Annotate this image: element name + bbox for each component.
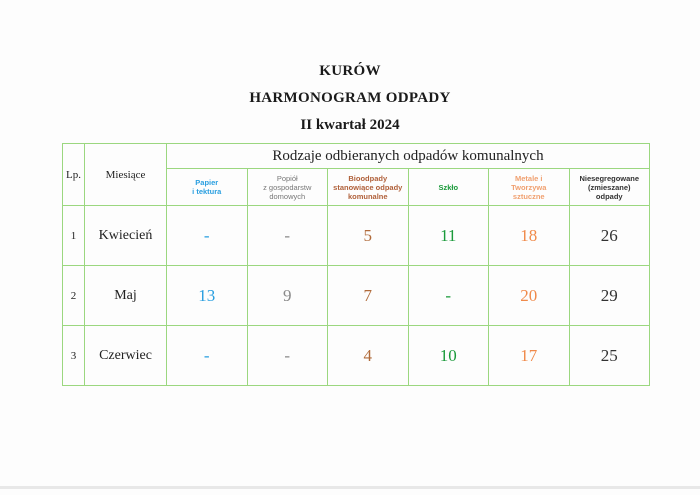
category-line: odpady bbox=[595, 191, 623, 201]
value-paper: - bbox=[167, 206, 248, 266]
value-paper: - bbox=[167, 326, 248, 386]
value-ash: - bbox=[247, 326, 328, 386]
category-line: Szkło bbox=[438, 182, 459, 192]
value-ash: - bbox=[247, 206, 328, 266]
category-line: Bioodpady bbox=[348, 173, 388, 183]
value-mixed: 25 bbox=[569, 326, 650, 386]
value-mixed: 26 bbox=[569, 206, 650, 266]
value-ash: 9 bbox=[247, 266, 328, 326]
category-bio bbox=[328, 169, 409, 206]
category-line: (zmieszane) bbox=[587, 182, 631, 192]
category-metal bbox=[489, 169, 570, 206]
title-schedule: HARMONOGRAM ODPADY bbox=[249, 90, 451, 106]
value-glass: 10 bbox=[408, 326, 489, 386]
title-quarter: II kwartał 2024 bbox=[300, 117, 400, 133]
category-line: domowych bbox=[269, 191, 306, 201]
category-ash bbox=[247, 169, 328, 206]
category-line: Metale i bbox=[514, 173, 543, 183]
category-mixed bbox=[569, 169, 650, 206]
row-number: 1 bbox=[63, 206, 85, 266]
value-bio: 7 bbox=[328, 266, 409, 326]
table-row bbox=[63, 206, 650, 266]
category-paper bbox=[167, 169, 248, 206]
header-month: Miesiące bbox=[85, 144, 167, 206]
value-paper: 13 bbox=[167, 266, 248, 326]
value-metal: 17 bbox=[489, 326, 570, 386]
table-row bbox=[63, 326, 650, 386]
category-line: sztuczne bbox=[512, 191, 545, 201]
category-line: z gospodarstw bbox=[263, 182, 312, 192]
row-month: Maj bbox=[85, 266, 167, 326]
page-edge-divider bbox=[0, 486, 700, 489]
category-line: stanowiące odpady bbox=[333, 182, 403, 192]
category-glass bbox=[408, 169, 489, 206]
row-number: 2 bbox=[63, 266, 85, 326]
table-row bbox=[63, 266, 650, 326]
row-month: Kwiecień bbox=[85, 206, 167, 266]
value-mixed: 29 bbox=[569, 266, 650, 326]
header-lp: Lp. bbox=[63, 144, 85, 206]
category-line: Niesegregowane bbox=[579, 173, 640, 183]
value-glass: 11 bbox=[408, 206, 489, 266]
category-line: i tektura bbox=[192, 187, 222, 196]
category-line: Papier bbox=[195, 178, 219, 187]
title-town: KURÓW bbox=[319, 63, 381, 79]
header-waste-types: Rodzaje odbieranych odpadów komunalnych bbox=[167, 144, 650, 169]
value-metal: 20 bbox=[489, 266, 570, 326]
value-glass: - bbox=[408, 266, 489, 326]
schedule-table bbox=[62, 143, 650, 386]
value-metal: 18 bbox=[489, 206, 570, 266]
category-line: Tworzywa bbox=[511, 182, 547, 192]
row-month: Czerwiec bbox=[85, 326, 167, 386]
value-bio: 4 bbox=[328, 326, 409, 386]
header-row-group bbox=[63, 144, 650, 169]
value-bio: 5 bbox=[328, 206, 409, 266]
row-number: 3 bbox=[63, 326, 85, 386]
category-line: komunalne bbox=[347, 191, 388, 201]
category-line: Popiół bbox=[276, 173, 298, 183]
